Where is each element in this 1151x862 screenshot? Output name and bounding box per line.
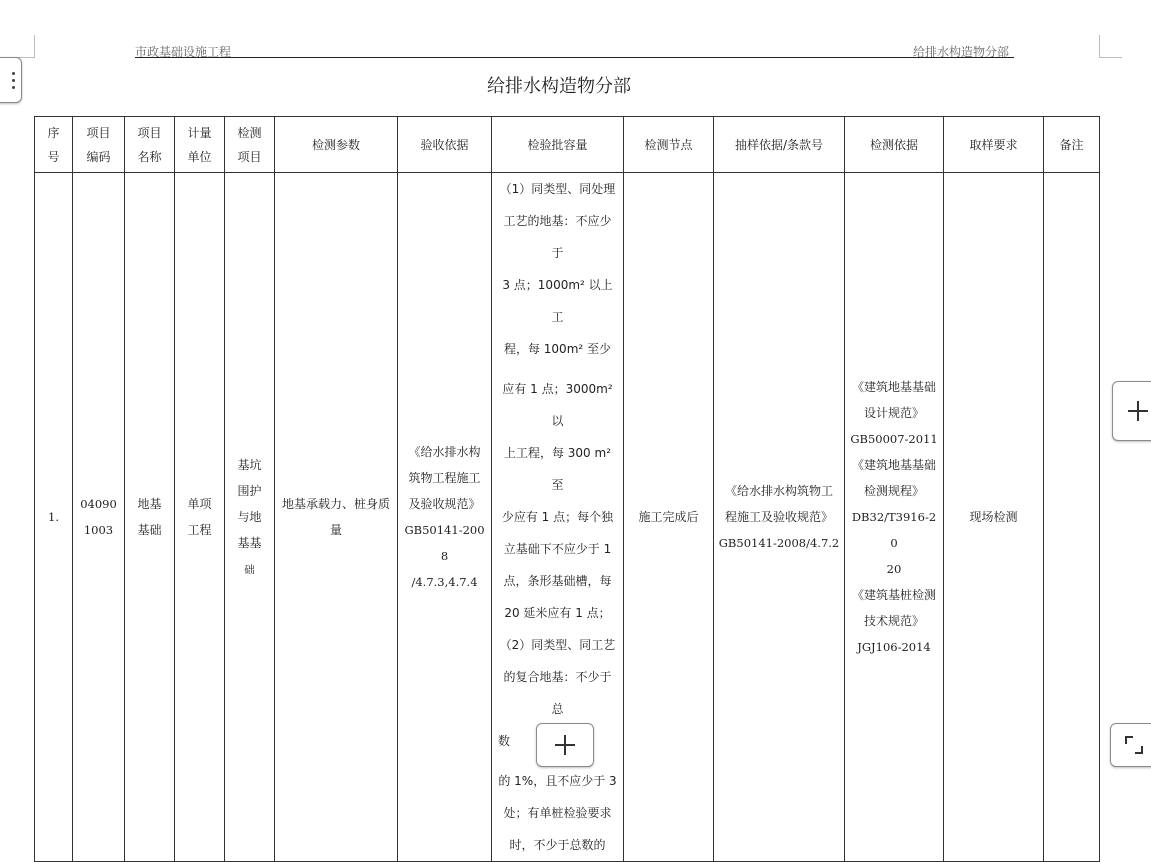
resize-corner-icon (1123, 734, 1145, 756)
col-header-node[interactable]: 检测节点 (624, 117, 714, 173)
cell-sample-req[interactable]: 现场检测 (944, 173, 1044, 862)
cell-seq[interactable]: 1. (35, 173, 73, 862)
page-corner-mark-left (12, 35, 35, 58)
col-header-capacity[interactable]: 检验批容量 (492, 117, 624, 173)
cell-code[interactable]: 04090 1003 (73, 173, 125, 862)
table-header-row (35, 117, 1100, 173)
col-header-standard[interactable]: 检测依据 (845, 117, 944, 173)
cell-item[interactable]: 基坑 围护 与地 基基 础 (225, 173, 275, 862)
cell-standard[interactable]: 《建筑地基基础 设计规范》 GB50007-2011 《建筑地基基础 检测规程》 DB32/T3916-20 20 《建筑基桩检测 技术规范》 JGJ106-2014 (845, 173, 944, 862)
row-handle-button[interactable] (0, 57, 22, 103)
col-header-name[interactable]: 项目 名称 (125, 117, 175, 173)
plus-icon (553, 733, 577, 757)
page-corner-mark-right (1099, 35, 1122, 58)
cell-sampling[interactable]: 《给水排水构筑物工 程施工及验收规范》 GB50141-2008/4.7.2 (714, 173, 845, 862)
more-vertical-icon (12, 72, 15, 89)
col-header-remark[interactable]: 备注 (1044, 117, 1100, 173)
col-header-acceptance[interactable]: 验收依据 (398, 117, 492, 173)
cell-node[interactable]: 施工完成后 (624, 173, 714, 862)
document-title: 给排水构造物分部 (487, 76, 631, 97)
cell-name[interactable]: 地基 基础 (125, 173, 175, 862)
resize-table-button[interactable] (1110, 723, 1151, 767)
col-header-item[interactable]: 检测 项目 (225, 117, 275, 173)
col-header-unit[interactable]: 计量 单位 (175, 117, 225, 173)
plus-icon (1126, 399, 1150, 423)
cell-acceptance[interactable]: 《给水排水构 筑物工程施工 及验收规范》 GB50141-2008 /4.7.3,4.7.4 (398, 173, 492, 862)
col-header-sampling[interactable]: 抽样依据/条款号 (714, 117, 845, 173)
add-column-button[interactable] (1112, 381, 1151, 441)
col-header-code[interactable]: 项目 编码 (73, 117, 125, 173)
add-row-button[interactable] (536, 723, 594, 767)
cell-capacity[interactable]: （1）同类型、同处理 工艺的地基：不应少于 3 点；1000m² 以上工 程，每 100m² 至少 应有 1 点；3000m² 以 上工程，每 300 m² 至 少应有 1 点；每个独 立基础下不应少于 1 点，条形基础槽，每 20 延米应有 1 点； （2）同类型、同工艺 的复合地基：不少于总 数 的 1%，且不应少于 3 处；有单桩检验要求 时，不少于总数的 (492, 173, 624, 862)
col-header-seq[interactable]: 序 号 (35, 117, 73, 173)
header-right: 给排水构造物分部 (913, 45, 1010, 59)
col-header-sample-req[interactable]: 取样要求 (944, 117, 1044, 173)
header-rule (135, 57, 1014, 58)
cell-param[interactable]: 地基承载力、桩身质 量 (275, 173, 398, 862)
cell-remark[interactable] (1044, 173, 1100, 862)
col-header-param[interactable]: 检测参数 (275, 117, 398, 173)
header-left: 市政基础设施工程 (135, 45, 232, 59)
cell-unit[interactable]: 单项 工程 (175, 173, 225, 862)
